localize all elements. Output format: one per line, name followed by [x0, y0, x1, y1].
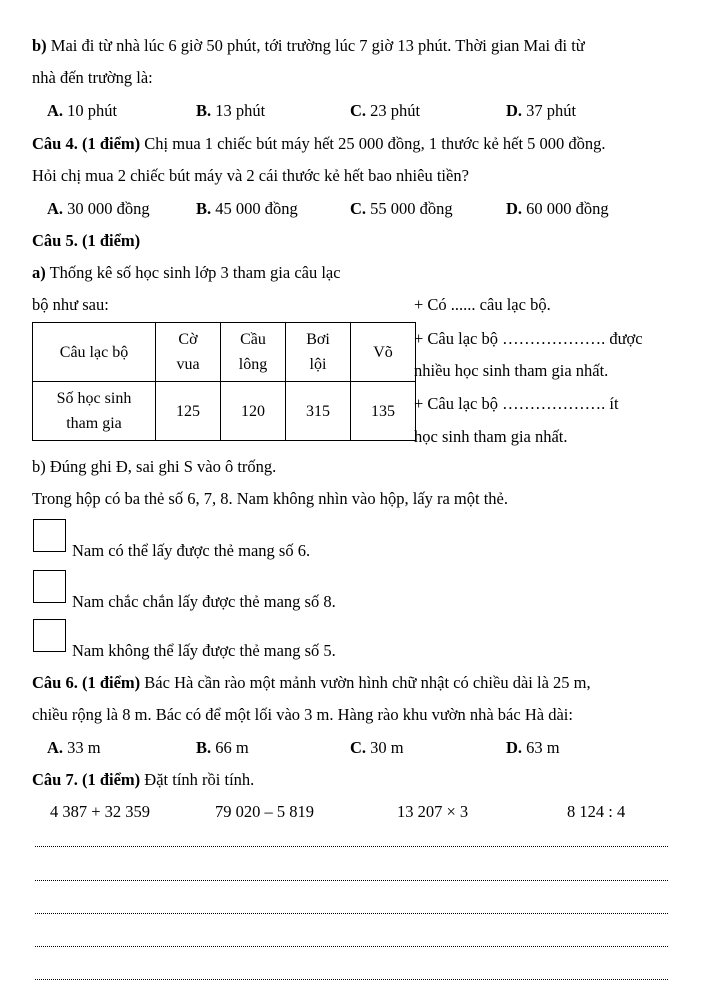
answer-line[interactable] [35, 913, 668, 914]
q3b-option-b[interactable] [196, 101, 265, 121]
answer-line[interactable] [35, 979, 668, 980]
q6-option-c[interactable] [350, 738, 404, 758]
option-text: 45 000 đồng [215, 199, 298, 218]
option-letter: B. [196, 738, 212, 757]
q5-title [32, 231, 140, 251]
q4-option-a[interactable] [47, 199, 150, 219]
q4-option-c[interactable] [350, 199, 453, 219]
club-name: Cờ vua [176, 331, 200, 373]
statement-3: Nam không thể lấy được thẻ mang số 5. [72, 641, 336, 660]
q5a-label: a) [32, 263, 46, 282]
statement-1: Nam có thể lấy được thẻ mang số 6. [72, 541, 311, 560]
option-text: 63 m [526, 738, 560, 757]
q5a-text: Thống kê số học sinh lớp 3 tham gia câu lạc [45, 263, 341, 282]
q4-title: Câu 4. (1 điểm) [32, 134, 141, 153]
table-cell-club [286, 323, 351, 382]
option-text: 66 m [215, 738, 249, 757]
q3b-line2: nhà đến trường là: [32, 68, 153, 87]
option-text: 33 m [67, 738, 101, 757]
calc-3: 13 207 × 3 [397, 802, 469, 821]
table-cell-count: 125 [156, 382, 221, 441]
club-stats-table [32, 322, 416, 441]
q5a-most-club: + Câu lạc bộ ………………. được [414, 329, 643, 348]
q4-option-b[interactable] [196, 199, 298, 219]
option-letter: B. [196, 101, 212, 120]
option-text: 23 phút [370, 101, 421, 120]
q6-text: Bác Hà cần rào một mảnh vườn hình chữ nhật có chiều dài là 25 m, [140, 673, 591, 692]
table-row [33, 323, 416, 382]
table-cell-club [221, 323, 286, 382]
option-text: 55 000 đồng [370, 199, 453, 218]
q7-text: Đặt tính rồi tính. [140, 770, 255, 789]
q5a-most-club-cont: nhiều học sinh tham gia nhất. [414, 361, 609, 380]
option-letter: C. [350, 199, 367, 218]
q4-line2: Hỏi chị mua 2 chiếc bút máy và 2 cái thước kẻ hết bao nhiêu tiền? [32, 166, 469, 185]
q3b-option-c[interactable] [350, 101, 420, 121]
option-letter: A. [47, 101, 64, 120]
option-text: 13 phút [215, 101, 266, 120]
option-letter: B. [196, 199, 212, 218]
table-header-club: Câu lạc bộ [33, 323, 156, 382]
club-name: Bơi lội [306, 331, 330, 373]
q5a-club-count: + Có ...... câu lạc bộ. [414, 295, 551, 314]
q6-line1 [32, 673, 591, 693]
q3b-line1 [32, 36, 585, 56]
q4-option-d[interactable] [506, 199, 609, 219]
q6-option-b[interactable] [196, 738, 249, 758]
q4-text: Chị mua 1 chiếc bút máy hết 25 000 đồng, 1 thước kẻ hết 5 000 đồng. [140, 134, 606, 153]
option-letter: D. [506, 199, 523, 218]
calc-2: 79 020 – 5 819 [215, 802, 314, 821]
q5b-title: b) Đúng ghi Đ, sai ghi S vào ô trống. [32, 457, 277, 476]
q4-line1 [32, 134, 606, 154]
calc-1: 4 387 + 32 359 [50, 802, 151, 821]
q5-title-text: Câu 5. (1 điểm) [32, 231, 141, 250]
table-cell-club: Võ [351, 323, 416, 382]
answer-box-3[interactable] [33, 619, 66, 652]
q6-line2: chiều rộng là 8 m. Bác có để một lối vào 3 m. Hàng rào khu vườn nhà bác Hà dài: [32, 705, 573, 724]
answer-line[interactable] [35, 846, 668, 847]
table-row [33, 382, 416, 441]
option-text: 30 m [370, 738, 404, 757]
q3b-option-a[interactable] [47, 101, 117, 121]
option-text: 37 phút [526, 101, 577, 120]
q5a-least-club: + Câu lạc bộ ………………. ít [414, 394, 619, 413]
q5b-intro: Trong hộp có ba thẻ số 6, 7, 8. Nam không nhìn vào hộp, lấy ra một thẻ. [32, 489, 509, 508]
q5a-least-club-cont: học sinh tham gia nhất. [414, 427, 568, 446]
q3b-text: Mai đi từ nhà lúc 6 giờ 50 phút, tới trường lúc 7 giờ 13 phút. Thời gian Mai đi từ [46, 36, 585, 55]
option-text: 30 000 đồng [67, 199, 150, 218]
table-cell-count: 120 [221, 382, 286, 441]
option-letter: D. [506, 101, 523, 120]
q6-option-d[interactable] [506, 738, 560, 758]
q6-option-a[interactable] [47, 738, 101, 758]
table-cell-club [156, 323, 221, 382]
option-letter: C. [350, 738, 367, 757]
q3b-label: b) [32, 36, 47, 55]
club-name: Cầu lông [238, 331, 268, 373]
table-cell-count: 315 [286, 382, 351, 441]
statement-2: Nam chắc chắn lấy được thẻ mang số 8. [72, 592, 336, 611]
count-header-text: Số học sinh tham gia [56, 390, 132, 432]
q5a-line1 [32, 263, 341, 283]
table-cell-count: 135 [351, 382, 416, 441]
q6-title: Câu 6. (1 điểm) [32, 673, 141, 692]
q7-title: Câu 7. (1 điểm) [32, 770, 141, 789]
answer-line[interactable] [35, 880, 668, 881]
answer-box-1[interactable] [33, 519, 66, 552]
q5a-line2: bộ như sau: [32, 295, 109, 314]
q3b-option-d[interactable] [506, 101, 576, 121]
calc-4: 8 124 : 4 [567, 802, 626, 821]
answer-line[interactable] [35, 946, 668, 947]
q7-line [32, 770, 254, 790]
answer-box-2[interactable] [33, 570, 66, 603]
option-letter: A. [47, 199, 64, 218]
option-letter: D. [506, 738, 523, 757]
option-letter: A. [47, 738, 64, 757]
table-header-count [33, 382, 156, 441]
option-letter: C. [350, 101, 367, 120]
option-text: 10 phút [67, 101, 118, 120]
option-text: 60 000 đồng [526, 199, 609, 218]
